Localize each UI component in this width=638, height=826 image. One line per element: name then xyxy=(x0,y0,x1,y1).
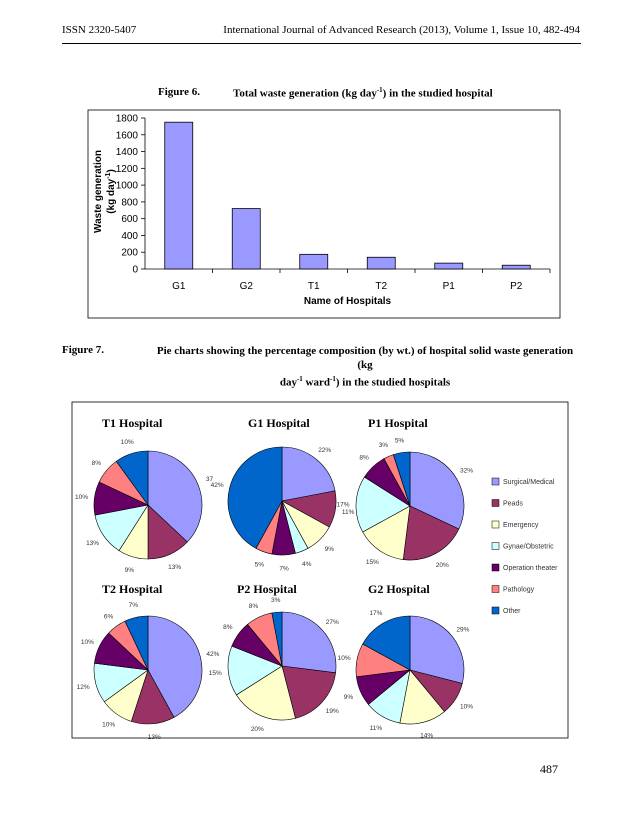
chart-frame xyxy=(88,110,560,318)
pie-data-label: 9% xyxy=(124,566,135,574)
pie-data-label: 7% xyxy=(279,565,289,573)
y-tick-label: 1600 xyxy=(115,130,138,142)
pie-title: G2 Hospital xyxy=(368,582,430,596)
pie-data-label: 14% xyxy=(420,732,434,740)
x-tick-label: T2 xyxy=(375,281,388,292)
pie-data-label: 9% xyxy=(324,545,335,553)
figure6-title-sup: -1 xyxy=(376,86,383,94)
pie-data-label: 8% xyxy=(223,624,233,632)
y-axis-title-end: ) xyxy=(106,169,117,173)
pie-data-label: 20% xyxy=(250,725,264,733)
bar-g2 xyxy=(232,209,260,269)
pie-data-label: 8% xyxy=(248,602,259,610)
bar-p2 xyxy=(502,265,530,269)
bar-g1 xyxy=(165,122,193,269)
pie-data-label: 15% xyxy=(208,669,222,677)
pie-data-label: 42% xyxy=(206,650,220,658)
bar-t2 xyxy=(367,257,395,269)
pie-data-label: 13% xyxy=(147,734,161,740)
pie-data-label: 17% xyxy=(336,501,350,509)
legend-swatch xyxy=(492,586,499,593)
bar-t1 xyxy=(300,254,328,269)
pie-data-label: 27% xyxy=(325,619,339,627)
legend-label: Other xyxy=(503,608,521,615)
waste-generation-bar-chart xyxy=(0,0,638,330)
legend-label: Gynae/Obstetric xyxy=(503,543,554,551)
y-axis-title-line1: Waste generation xyxy=(93,150,104,233)
x-tick-label: T1 xyxy=(307,281,320,292)
legend-swatch xyxy=(492,478,499,485)
y-axis-title-part: (kg day xyxy=(106,178,117,214)
pie-data-label: 10% xyxy=(102,721,116,729)
pie-title: P1 Hospital xyxy=(368,416,428,430)
figure7-title-line2b: ward xyxy=(302,376,330,389)
legend-swatch xyxy=(492,564,499,571)
legend-swatch xyxy=(492,521,499,528)
pie-data-label: 9% xyxy=(343,694,354,702)
y-tick-label: 200 xyxy=(121,247,138,259)
pie-data-label: 5% xyxy=(254,561,265,569)
y-tick-label: 1000 xyxy=(115,180,138,192)
figure7-title-line1: Pie charts showing the percentage composition (by wt.) of hospital solid waste generation (kg xyxy=(156,345,574,371)
pie-data-label: 4% xyxy=(301,560,312,568)
y-tick-label: 0 xyxy=(132,264,138,276)
issn-header: ISSN 2320-5407 xyxy=(62,24,137,36)
pie-data-label: 10% xyxy=(460,703,474,711)
pie-data-label: 7% xyxy=(128,602,139,610)
x-tick-label: P1 xyxy=(442,281,455,292)
figure7-title xyxy=(150,344,580,390)
pie-data-label: 11% xyxy=(369,725,383,733)
y-tick-label: 600 xyxy=(121,214,138,226)
page-number: 487 xyxy=(540,762,558,776)
legend-swatch xyxy=(492,543,499,550)
pie-data-label: 20% xyxy=(435,562,449,570)
pie-title: G1 Hospital xyxy=(248,416,310,430)
x-tick-label: P2 xyxy=(510,281,523,292)
pie-title: T2 Hospital xyxy=(102,582,163,596)
x-tick-label: G1 xyxy=(172,281,186,292)
figure7-title-line2c: ) in the studied hospitals xyxy=(335,376,451,389)
y-axis-title-line2 xyxy=(105,169,117,214)
figure6-title-end: ) in the studied hospital xyxy=(382,87,493,100)
pie-data-label: 19% xyxy=(325,707,339,715)
pie-charts-panel xyxy=(0,400,638,740)
x-tick-label: G2 xyxy=(239,281,253,292)
figure7-label: Figure 7. xyxy=(62,344,104,356)
pie-data-label: 11% xyxy=(341,508,355,516)
pie-data-label: 13% xyxy=(86,540,100,548)
y-tick-label: 1400 xyxy=(115,147,138,159)
legend-label: Pathology xyxy=(503,586,535,594)
legend-label: Surgical/Medical xyxy=(503,479,555,486)
legend-swatch xyxy=(492,500,499,507)
pie-data-label: 10% xyxy=(80,638,94,646)
pie-data-label: 22% xyxy=(318,446,332,454)
legend-label: Operation theater xyxy=(503,565,558,572)
pie-data-label: 10% xyxy=(337,654,351,662)
pie-data-label: 12% xyxy=(76,684,90,692)
pie-data-label: 8% xyxy=(359,454,369,462)
y-tick-label: 800 xyxy=(121,197,138,209)
legend-label: Peads xyxy=(503,500,523,508)
figure7-title-line2a: day xyxy=(279,376,297,389)
figure6-title-start: Total waste generation (kg day xyxy=(233,87,377,100)
pie-data-label: 3% xyxy=(378,442,389,450)
pie-data-label: 13% xyxy=(168,563,182,571)
figure6-label: Figure 6. xyxy=(158,86,200,98)
pie-title: T1 Hospital xyxy=(102,416,163,430)
pie-data-label: 29% xyxy=(456,626,470,634)
bar-p1 xyxy=(435,263,463,269)
y-tick-label: 1800 xyxy=(115,113,138,125)
pie-data-label: 3% xyxy=(270,596,281,604)
x-axis-title: Name of Hospitals xyxy=(303,296,392,307)
y-axis-title-sup: -1 xyxy=(105,172,112,179)
pie-data-label: 15% xyxy=(365,558,379,566)
pie-data-label: 6% xyxy=(103,613,114,621)
legend-label: Emergency xyxy=(503,522,539,529)
figure7-sup-2: -1 xyxy=(330,375,336,383)
y-tick-label: 1200 xyxy=(115,163,138,175)
figure7-sup-1: -1 xyxy=(296,375,303,383)
pie-data-label: 17% xyxy=(369,609,383,617)
pie-data-label: 5% xyxy=(394,437,405,445)
journal-header: International Journal of Advanced Research (2013), Volume 1, Issue 10, 482-494 xyxy=(223,24,580,36)
pie-data-label: 42% xyxy=(210,481,224,489)
legend-swatch xyxy=(492,607,499,614)
pie-title: P2 Hospital xyxy=(237,582,297,596)
pie-data-label: 10% xyxy=(75,494,89,502)
pie-data-label: 8% xyxy=(91,459,102,467)
y-tick-label: 400 xyxy=(121,230,138,242)
pie-data-label: 10% xyxy=(120,438,134,446)
pie-data-label: 37 xyxy=(205,475,214,483)
pie-data-label: 32% xyxy=(460,467,474,475)
